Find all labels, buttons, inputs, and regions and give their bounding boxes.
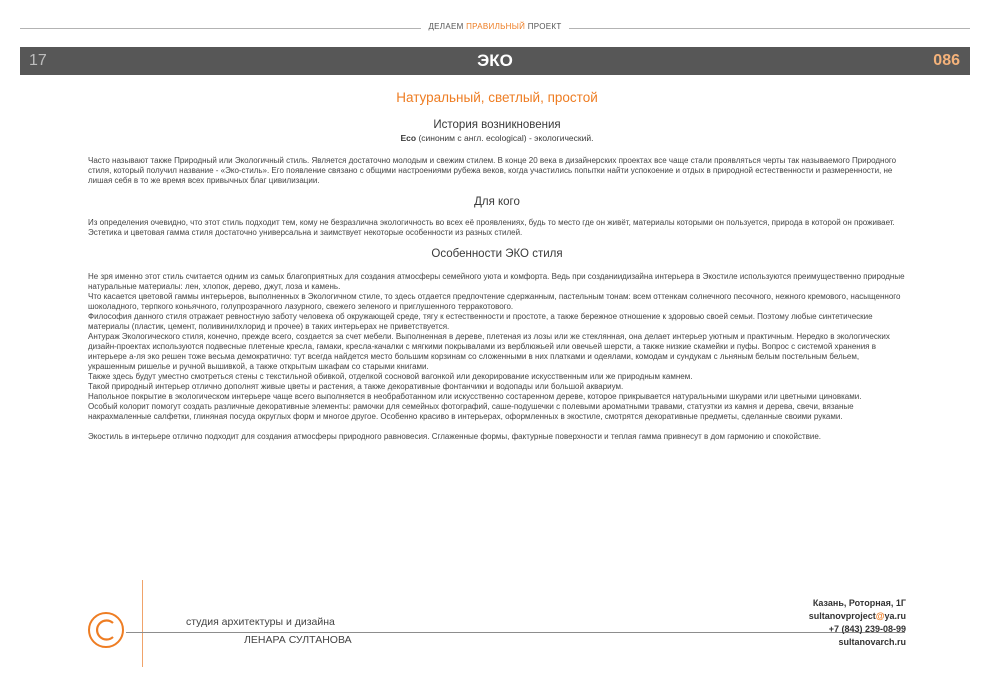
footer-vertical-line	[142, 580, 143, 667]
studio-owner: ЛЕНАРА СУЛТАНОВА	[244, 634, 352, 646]
features-paragraph: Антураж Экологического стиля, конечно, прежде всего, создается за счет мебели. Выполненная в дереве, плетеная из лозы или же стеклянная, она делает интерьер уютным и практичным. Нередко в экологических дизайн-проектах используются подвесные плетеные кресла, гамаки, кресла-качалки с мягкими покрывалами из верблюжьей или овечьей шерсти, а также низкие скамейки и пуфы. Вопрос с системой хранения в интерьере а-ля эко решен тоже весьма демократично: тут всегда найдется место большим корзинам со сложенными в них платками и одеялами, комодам и сундукам с льняным белым постельным бельем, украшенным ришелье и ручной вышивкой, а также открытым шкафам со старыми книгами.	[88, 332, 890, 371]
email-at: @	[875, 611, 885, 621]
for-whom-text: Из определения очевидно, что этот стиль подходит тем, кому не безразлична экологичность во всех её проявлениях, будь то место где он живёт, материалы которыми он пользуется, природа в которой он проживает. Эстетика и цветовая гамма стиля достаточно универсальна и заимствует некоторые особенности из разных стилей.	[88, 218, 895, 237]
features-paragraph: Философия данного стиля отражает ревностную заботу человека об окружающей среде, тягу к естественности и простоте, а также бережное отношение к здоровью своей семьи. Поэтому любые синтетические материалы (пластик, цемент, поливинилхлорид и прочее) в таких интерьерах не приветствуется.	[88, 312, 873, 331]
studio-logo-icon	[86, 610, 126, 650]
header-bar	[20, 47, 970, 75]
slogan-accent: ПРАВИЛЬНЫЙ	[466, 22, 526, 31]
features-paragraph: Не зря именно этот стиль считается одним из самых благоприятных для создания атмосферы семейного уюта и комфорта. Ведь при созданиидизайна интерьера в Экостиле используются преимущественно природные натуральные материалы: лен, хлопок, дерево, джут, лоза и камень.	[88, 272, 905, 291]
footer-divider	[126, 632, 905, 633]
eco-word: Eco	[400, 133, 417, 143]
closing-text: Экостиль в интерьере отлично подходит для создания атмосферы природного равновесия. Сглаженные формы, фактурные поверхности и теплая гамма привнесут в дом гармонию и спокойствие.	[88, 432, 822, 441]
slogan-post: ПРОЕКТ	[527, 22, 562, 31]
features-paragraph: Такой природный интерьер отлично дополнят живые цветы и растения, а также декоративные фонтанчики и водопады или большой аквариум.	[88, 382, 624, 391]
history-text: Часто называют также Природный или Экологичный стиль. Является достаточно молодым и свежим стилем. В конце 20 века в дизайнерских проектах все чаще стали проявляться черты так называемого Природного стиля, который получил название - «Эко-стиль». Его появление связано с общими настроениями рубежа веков, когда участились попытки найти успокоение и отдых в природной естественности и размеренности, не лишая себя в то же время всех привычных благ цивилизации.	[88, 156, 897, 185]
contacts	[809, 597, 906, 649]
address: Казань, Роторная, 1Г	[812, 598, 906, 608]
website-link[interactable]: sultanovarch.ru	[838, 637, 906, 647]
page-code: 086	[933, 52, 960, 69]
email-user: sultanovproject	[808, 611, 876, 621]
features-heading: Особенности ЭКО стиля	[431, 248, 563, 260]
features-paragraph: Что касается цветовой гаммы интерьеров, выполненных в Экологичном стиле, то здесь отдается предпочтение сдержанным, пастельным тонам: всем оттенкам солнечного песочного, нежного кремового, насыщенного шоколадного, терпкого коньячного, голупрозрачного лазурного, свежего зеленого и приглушенного терракотового.	[88, 292, 901, 311]
history-heading: История возникновения	[433, 119, 561, 131]
studio-name: студия архитектуры и дизайна	[186, 616, 335, 628]
page-number: 17	[29, 52, 47, 69]
subtitle: Натуральный, светлый, простой	[396, 90, 598, 105]
email-domain: ya.ru	[884, 611, 906, 621]
features-paragraph: Особый колорит помогут создать различные декоративные элементы: рамочки для семейных фотографий, саше-подушечки с полевыми ароматными травами, статуэтки из камня и дерева, свечи, вязаные накрахмаленные салфетки, глиняная посуда округлых форм и многое другое. Особенно красиво в интерьерах, оформленных в экостиле, смотрятся декоративные предметы, сделанные своими руками.	[88, 402, 854, 421]
eco-rest: (синоним с англ. ecological) - экологический.	[416, 133, 594, 143]
slogan-pre: ДЕЛАЕМ	[428, 22, 464, 31]
features-paragraph: Также здесь будут уместно смотреться стены с текстильной обивкой, отделкой сосновой вагонкой или декорирование искусственным или же природным камнем.	[88, 372, 693, 381]
for-whom-heading: Для кого	[474, 196, 520, 208]
features-paragraph: Напольное покрытие в экологическом интерьере чаще всего выполняется в необработанном или искусственно состаренном дереве, которое прикрывается натуральными шкурами или цветными циновками.	[88, 392, 862, 401]
page-title: ЭКО	[477, 51, 513, 70]
phone: +7 (843) 239-08-99	[828, 624, 906, 634]
email-link[interactable]	[809, 610, 906, 623]
main-content	[88, 90, 906, 442]
slogan	[0, 22, 990, 31]
eco-definition	[88, 133, 906, 143]
